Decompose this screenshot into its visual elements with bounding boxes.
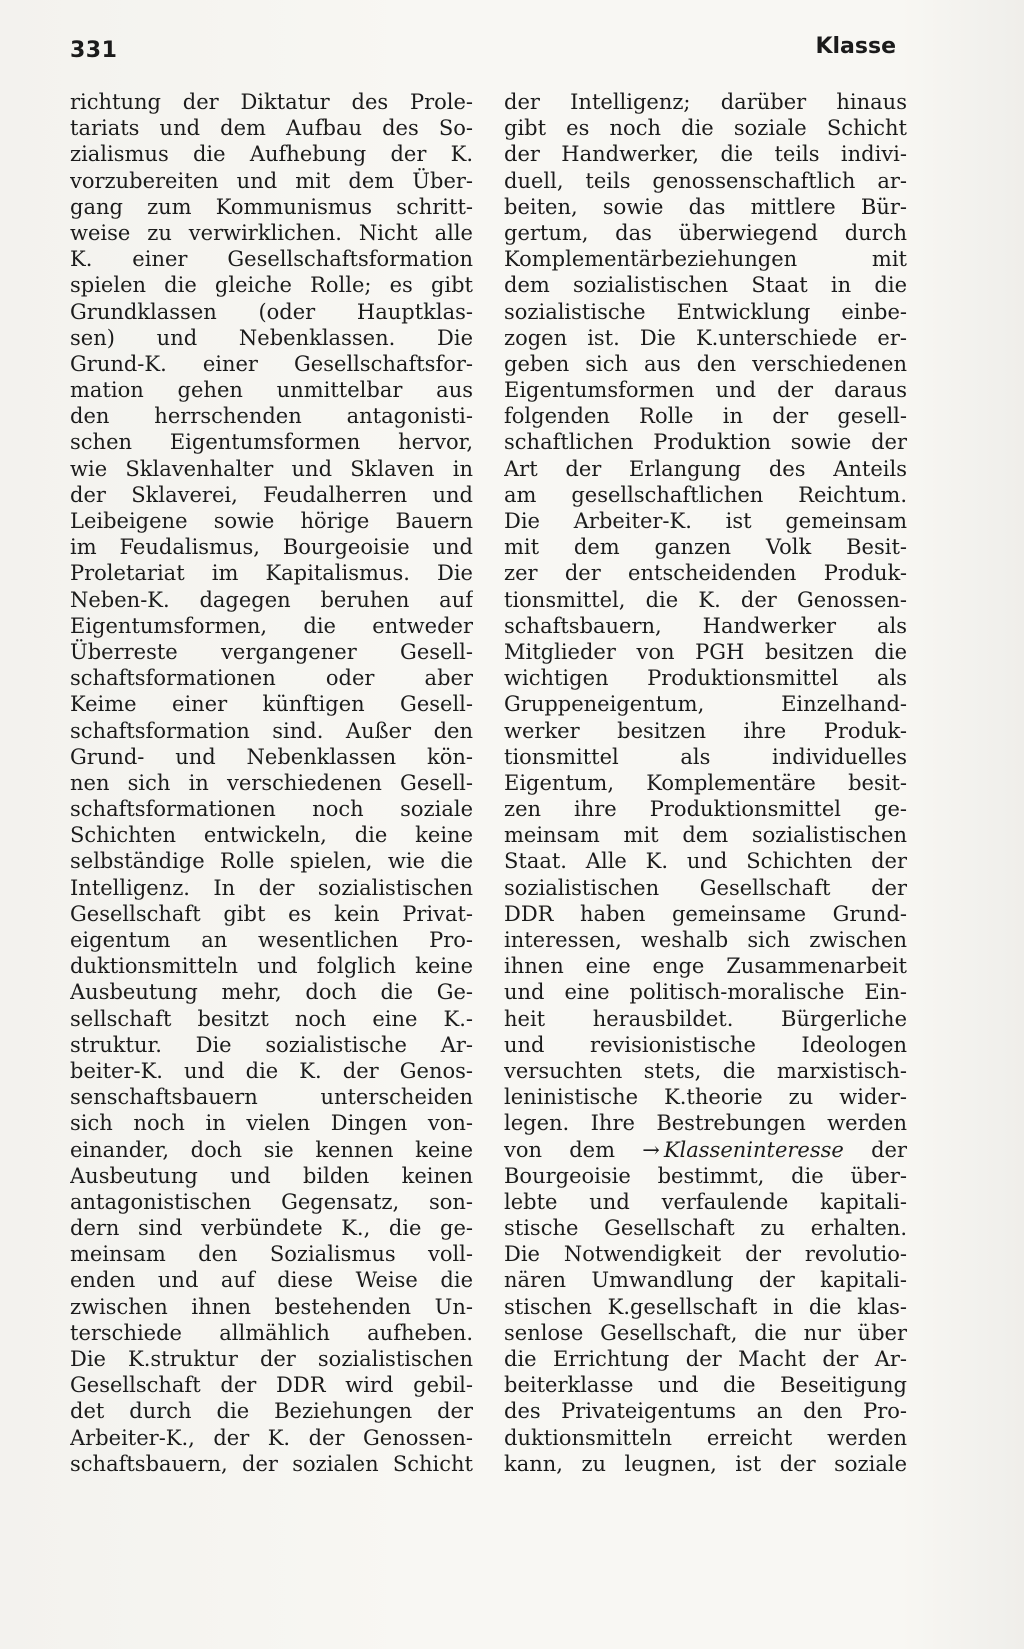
text-line: lebte und verfaulende kapitali-: [504, 1189, 907, 1214]
text-line: schen Eigentumsformen hervor,: [70, 430, 473, 455]
text-line: und eine politisch-moralische Ein-: [504, 980, 907, 1005]
page-number: 331: [70, 38, 118, 63]
text-fragment: der: [871, 1137, 907, 1162]
text-line: Art der Erlangung des Anteils: [504, 456, 907, 481]
text-line: folgenden Rolle in der gesell-: [504, 404, 907, 429]
text-line: der Intelligenz; darüber hinaus: [504, 90, 907, 114]
text-line: Grund-K. einer Gesellschaftsfor-: [70, 351, 473, 376]
text-line: werker besitzen ihre Produk-: [504, 718, 907, 743]
text-line: eigentum an wesentlichen Pro-: [70, 928, 473, 952]
left-text-column: [70, 89, 473, 1477]
text-line: ihnen eine enge Zusammenarbeit: [504, 954, 907, 979]
text-line: Komplementärbeziehungen mit: [504, 247, 907, 272]
text-line: sozialistische Entwicklung einbe-: [504, 299, 907, 324]
text-line: Grund- und Nebenklassen kön-: [70, 744, 473, 769]
text-line: gang zum Kommunismus schritt-: [70, 194, 473, 219]
text-line: heit herausbildet. Bürgerliche: [504, 1006, 907, 1031]
text-line: Eigentum, Komplementäre besit-: [504, 770, 907, 795]
text-line: beiterklasse und die Beseitigung: [504, 1373, 907, 1398]
text-line: Leibeigene sowie hörige Bauern: [70, 509, 473, 533]
text-line: sich noch in vielen Dingen von-: [70, 1111, 473, 1136]
text-line: stische Gesellschaft zu erhalten.: [504, 1216, 907, 1241]
text-line: Proletariat im Kapitalismus. Die: [70, 561, 473, 586]
text-line: dern sind verbündete K., die ge-: [70, 1216, 473, 1241]
text-line: Ausbeutung und bilden keinen: [70, 1163, 473, 1188]
text-line: schaftsbauern, der sozialen Schicht: [70, 1451, 473, 1476]
text-line: Ausbeutung mehr, doch die Ge-: [70, 980, 473, 1005]
text-line: meinsam den Sozialismus voll-: [70, 1242, 473, 1267]
text-line: des Privateigentums an den Pro-: [504, 1399, 907, 1424]
text-line: geben sich aus den verschiedenen: [504, 351, 907, 376]
text-line: Intelligenz. In der sozialistischen: [70, 875, 473, 900]
text-line: schaftsformationen noch soziale: [70, 797, 473, 822]
text-line: interessen, weshalb sich zwischen: [504, 928, 907, 952]
text-line: kann, zu leugnen, ist der soziale: [504, 1451, 907, 1476]
text-line: die Errichtung der Macht der Ar-: [504, 1347, 907, 1371]
text-line: wie Sklavenhalter und Sklaven in: [70, 456, 473, 481]
text-line: enden und auf diese Weise die: [70, 1268, 473, 1293]
text-line: beiter-K. und die K. der Genos-: [70, 1058, 473, 1083]
text-line: weise zu verwirklichen. Nicht alle: [70, 220, 473, 245]
text-line: det durch die Beziehungen der: [70, 1399, 473, 1424]
text-line: Gesellschaft gibt es kein Privat-: [70, 901, 473, 926]
text-line: Die Notwendigkeit der revolutio-: [504, 1242, 907, 1267]
text-line: meinsam mit dem sozialistischen: [504, 823, 907, 848]
text-line: versuchten stets, die marxistisch-: [504, 1058, 907, 1083]
text-line: Arbeiter-K., der K. der Genossen-: [70, 1425, 473, 1450]
text-line: spielen die gleiche Rolle; es gibt: [70, 273, 473, 298]
text-line: gibt es noch die soziale Schicht: [504, 116, 907, 141]
text-line: sen) und Nebenklassen. Die: [70, 325, 473, 350]
text-line: K. einer Gesellschaftsformation: [70, 247, 473, 272]
text-line: Eigentumsformen, die entweder: [70, 613, 473, 638]
text-line: Staat. Alle K. und Schichten der: [504, 849, 907, 874]
text-line: schaftlichen Produktion sowie der: [504, 430, 907, 455]
text-line: duell, teils genossenschaftlich ar-: [504, 168, 907, 193]
text-line: selbständige Rolle spielen, wie die: [70, 849, 473, 874]
text-line: der Sklaverei, Feudalherren und: [70, 482, 473, 507]
running-head: Klasse: [815, 34, 896, 59]
text-line: den herrschenden antagonisti-: [70, 404, 473, 429]
text-line: tionsmittel, die K. der Genossen-: [504, 587, 907, 612]
text-line: einander, doch sie kennen keine: [70, 1137, 473, 1162]
text-line: DDR haben gemeinsame Grund-: [504, 901, 907, 926]
text-line: Keime einer künftigen Gesell-: [70, 692, 473, 717]
text-line: am gesellschaftlichen Reichtum.: [504, 482, 907, 507]
text-line: sozialistischen Gesellschaft der: [504, 875, 907, 900]
text-line: Eigentumsformen und der daraus: [504, 378, 907, 403]
text-line: Gruppeneigentum, Einzelhand-: [504, 692, 907, 717]
text-line: stischen K.gesellschaft in die klas-: [504, 1294, 907, 1319]
text-line: schaftsformation sind. Außer den: [70, 718, 473, 743]
text-line: Überreste vergangener Gesell-: [70, 639, 473, 664]
text-line: Gesellschaft der DDR wird gebil-: [70, 1373, 473, 1398]
text-line: dem sozialistischen Staat in die: [504, 273, 907, 298]
text-line: Schichten entwickeln, die keine: [70, 823, 473, 848]
text-line: zialismus die Aufhebung der K.: [70, 142, 473, 167]
right-text-column: [504, 89, 907, 1477]
cross-reference-arrow-icon: →: [642, 1137, 660, 1162]
text-line: Neben-K. dagegen beruhen auf: [70, 587, 473, 612]
text-line: beiten, sowie das mittlere Bür-: [504, 194, 907, 219]
text-line: wichtigen Produktionsmittel als: [504, 666, 907, 691]
text-line: struktur. Die sozialistische Ar-: [70, 1032, 473, 1057]
text-line: tionsmittel als individuelles: [504, 744, 907, 769]
text-line: duktionsmitteln erreicht werden: [504, 1425, 907, 1450]
text-line: nären Umwandlung der kapitali-: [504, 1268, 907, 1293]
text-line: Mitglieder von PGH besitzen die: [504, 639, 907, 664]
text-line: Grundklassen (oder Hauptklas-: [70, 299, 473, 324]
text-line: zogen ist. Die K.unterschiede er-: [504, 325, 907, 350]
text-line: gertum, das überwiegend durch: [504, 220, 907, 245]
text-line: nen sich in verschiedenen Gesell-: [70, 770, 473, 795]
text-line: schaftsformationen oder aber: [70, 666, 473, 691]
text-line: vorzubereiten und mit dem Über-: [70, 168, 473, 193]
text-line: und revisionistische Ideologen: [504, 1032, 907, 1057]
text-line: schaftsbauern, Handwerker als: [504, 613, 907, 638]
text-line: zwischen ihnen bestehenden Un-: [70, 1294, 473, 1319]
text-line: mit dem ganzen Volk Besit-: [504, 535, 907, 560]
text-line: mation gehen unmittelbar aus: [70, 378, 473, 403]
cross-reference-term: Klasseninteresse: [663, 1137, 844, 1162]
text-line: sellschaft besitzt noch eine K.-: [70, 1006, 473, 1031]
text-line: terschiede allmählich aufheben.: [70, 1320, 473, 1345]
text-line: Die Arbeiter-K. ist gemeinsam: [504, 509, 907, 533]
text-line: Bourgeoisie bestimmt, die über-: [504, 1163, 907, 1188]
text-line: zer der entscheidenden Produk-: [504, 561, 907, 586]
text-line: senlose Gesellschaft, die nur über: [504, 1320, 907, 1345]
cross-reference-line: [504, 1137, 907, 1163]
text-line: der Handwerker, die teils indivi-: [504, 142, 907, 167]
text-line: legen. Ihre Bestrebungen werden: [504, 1111, 907, 1136]
text-line: Die K.struktur der sozialistischen: [70, 1347, 473, 1371]
text-line: im Feudalismus, Bourgeoisie und: [70, 535, 473, 560]
text-line: tariats und dem Aufbau des So-: [70, 116, 473, 141]
text-fragment: von dem: [504, 1137, 616, 1162]
text-line: antagonistischen Gegensatz, son-: [70, 1189, 473, 1214]
text-line: duktionsmitteln und folglich keine: [70, 954, 473, 979]
text-line: senschaftsbauern unterscheiden: [70, 1085, 473, 1110]
text-line: zen ihre Produktionsmittel ge-: [504, 797, 907, 822]
text-line: leninistische K.theorie zu wider-: [504, 1085, 907, 1110]
text-line: richtung der Diktatur des Prole-: [70, 90, 473, 114]
